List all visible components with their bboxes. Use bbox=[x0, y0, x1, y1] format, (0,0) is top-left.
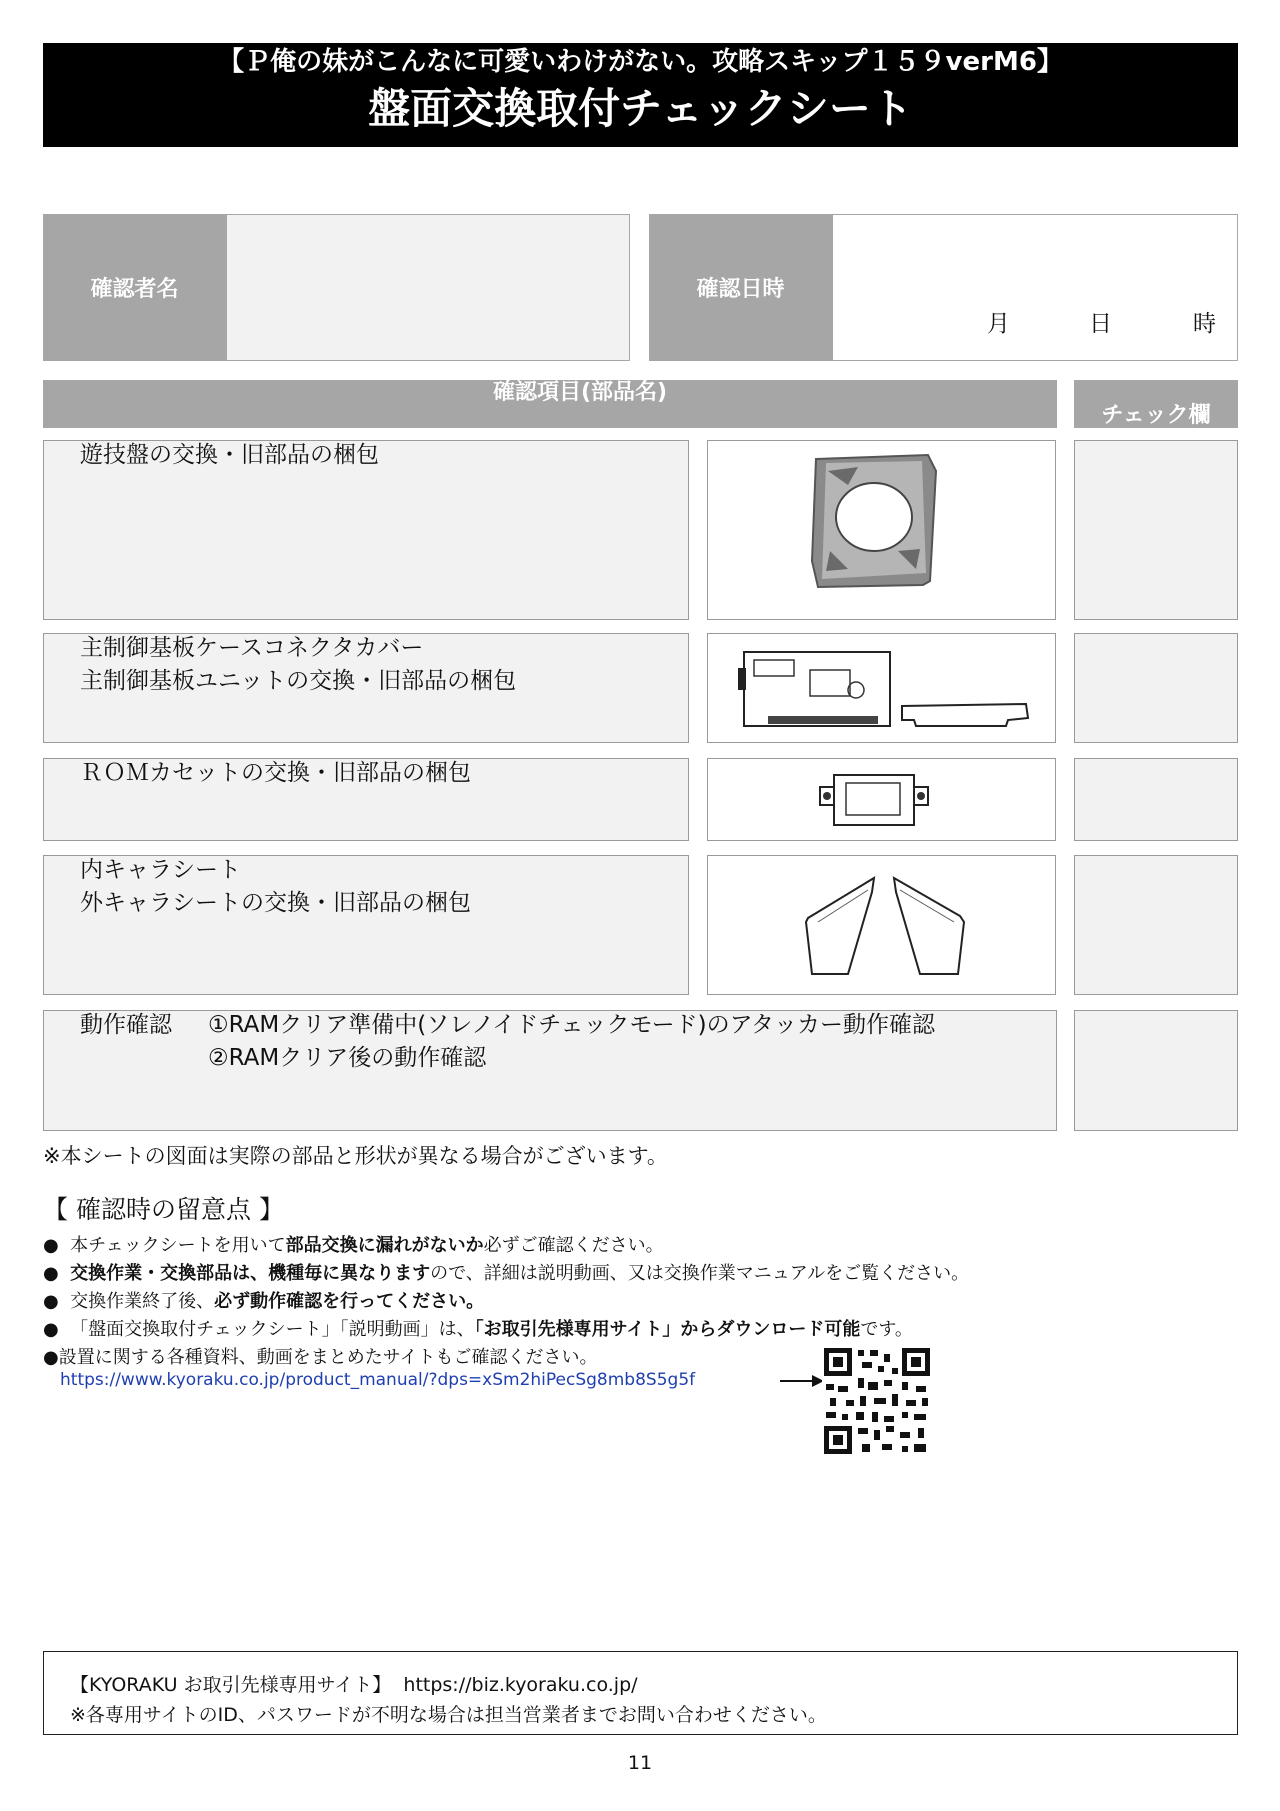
note-4-pre: 「盤面交換取付チェックシート」「説明動画」は、 bbox=[70, 1319, 475, 1340]
page-header bbox=[43, 43, 1238, 147]
game-board-illustration bbox=[708, 441, 1057, 621]
note-3: ● 交換作業終了後、必ず動作確認を行ってください。 bbox=[43, 1291, 485, 1312]
notes-heading: 【 確認時の留意点 】 bbox=[43, 1195, 284, 1224]
header-subtitle: 【Ｐ俺の妹がこんなに可愛いわけがない。攻略スキップ１５９verM6】 bbox=[218, 47, 1063, 77]
table-row-2 bbox=[43, 633, 689, 743]
table-row-3 bbox=[43, 758, 689, 841]
note-1-bold: 部品交換に漏れがないか bbox=[285, 1235, 484, 1256]
row-2-line-1: 主制御基板ケースコネクタカバー bbox=[80, 635, 424, 661]
row-5-line-1: ①RAMクリア準備中(ソレノイドチェックモード)のアタッカー動作確認 bbox=[208, 1012, 935, 1038]
note-2: ● 交換作業・交換部品は、機種毎に異なりますので、詳細は説明動画、又は交換作業マニュアルをご覧ください。 bbox=[43, 1263, 970, 1284]
row-1-check[interactable] bbox=[1074, 440, 1238, 620]
note-1: ● 本チェックシートを用いて部品交換に漏れがないか必ずご確認ください。 bbox=[43, 1235, 664, 1256]
notes-list bbox=[43, 1232, 1238, 1372]
footer-box bbox=[43, 1651, 1238, 1735]
row-3-image bbox=[707, 758, 1056, 841]
note-1-post: 必ずご確認ください。 bbox=[483, 1235, 664, 1256]
row-4-image bbox=[707, 855, 1056, 995]
row-5-label: 動作確認 bbox=[80, 1012, 172, 1038]
manual-url-link[interactable]: https://www.kyoraku.co.jp/product_manual/?dps=xSm2hiPecSg8mb8S5g5f bbox=[60, 1370, 696, 1390]
arrow-right-icon bbox=[780, 1372, 826, 1390]
row-2-line-2: 主制御基板ユニットの交換・旧部品の梱包 bbox=[80, 668, 517, 694]
row-2-check[interactable] bbox=[1074, 633, 1238, 743]
check-date-label: 確認日時 bbox=[649, 214, 832, 361]
footer-line-1 bbox=[70, 1670, 1211, 1700]
note-4: ● 「盤面交換取付チェックシート」「説明動画」は、「お取引先様専用サイト」からダウンロード可能です。 bbox=[43, 1319, 913, 1340]
day-label: 日 bbox=[1089, 311, 1112, 337]
row-4-check[interactable] bbox=[1074, 855, 1238, 995]
item-column-header: 確認項目(部品名) bbox=[43, 380, 1057, 428]
hour-label: 時 bbox=[1193, 311, 1216, 337]
check-column-header: チェック欄 bbox=[1074, 380, 1238, 428]
check-date-field[interactable] bbox=[832, 214, 1238, 361]
disclaimer: ※本シートの図面は実際の部品と形状が異なる場合がございます。 bbox=[43, 1144, 668, 1168]
note-2-post: ので、詳細は説明動画、又は交換作業マニュアルをご覧ください。 bbox=[430, 1263, 970, 1284]
note-4-bold: 「お取引先様専用サイト」からダウンロード可能 bbox=[474, 1319, 861, 1340]
rom-cassette-illustration bbox=[708, 759, 1057, 842]
table-row-4 bbox=[43, 855, 689, 995]
row-3-check[interactable] bbox=[1074, 758, 1238, 841]
month-label: 月 bbox=[987, 311, 1010, 337]
checker-name-label: 確認者名 bbox=[43, 214, 226, 361]
table-row-5 bbox=[43, 1010, 1057, 1131]
note-1-pre: 本チェックシートを用いて bbox=[70, 1235, 286, 1256]
page-number: 11 bbox=[627, 1752, 653, 1774]
row-1-image bbox=[707, 440, 1056, 620]
row-2-image bbox=[707, 633, 1056, 743]
character-sheet-illustration bbox=[708, 856, 1057, 996]
footer-site-url[interactable]: https://biz.kyoraku.co.jp/ bbox=[403, 1674, 638, 1696]
footer-line-2: ※各専用サイトのID、パスワードが不明な場合は担当営業者までお問い合わせください。 bbox=[70, 1704, 827, 1726]
note-3-bold: 必ず動作確認を行ってください。 bbox=[214, 1291, 485, 1312]
checker-name-field[interactable] bbox=[226, 214, 630, 361]
note-4-post: です。 bbox=[860, 1319, 913, 1340]
note-5: ●設置に関する各種資料、動画をまとめたサイトもご確認ください。 bbox=[43, 1347, 598, 1368]
note-3-pre: 交換作業終了後、 bbox=[70, 1291, 215, 1312]
row-4-line-1: 内キャラシート bbox=[80, 857, 241, 883]
row-1-line-1: 遊技盤の交換・旧部品の梱包 bbox=[80, 442, 379, 468]
qr-code-icon[interactable] bbox=[822, 1346, 932, 1456]
main-board-illustration bbox=[708, 634, 1057, 744]
row-3-line-1: ＲＯＭカセットの交換・旧部品の梱包 bbox=[80, 760, 471, 786]
header-title: 盤面交換取付チェックシート bbox=[368, 84, 913, 133]
row-5-check[interactable] bbox=[1074, 1010, 1238, 1131]
row-5-line-2: ②RAMクリア後の動作確認 bbox=[208, 1045, 487, 1071]
row-4-line-2: 外キャラシートの交換・旧部品の梱包 bbox=[80, 890, 471, 916]
table-row-1 bbox=[43, 440, 689, 620]
note-2-bold: 交換作業・交換部品は、機種毎に異なります bbox=[70, 1263, 431, 1284]
footer-site-label: 【KYORAKU お取引先様専用サイト】 bbox=[70, 1674, 392, 1696]
